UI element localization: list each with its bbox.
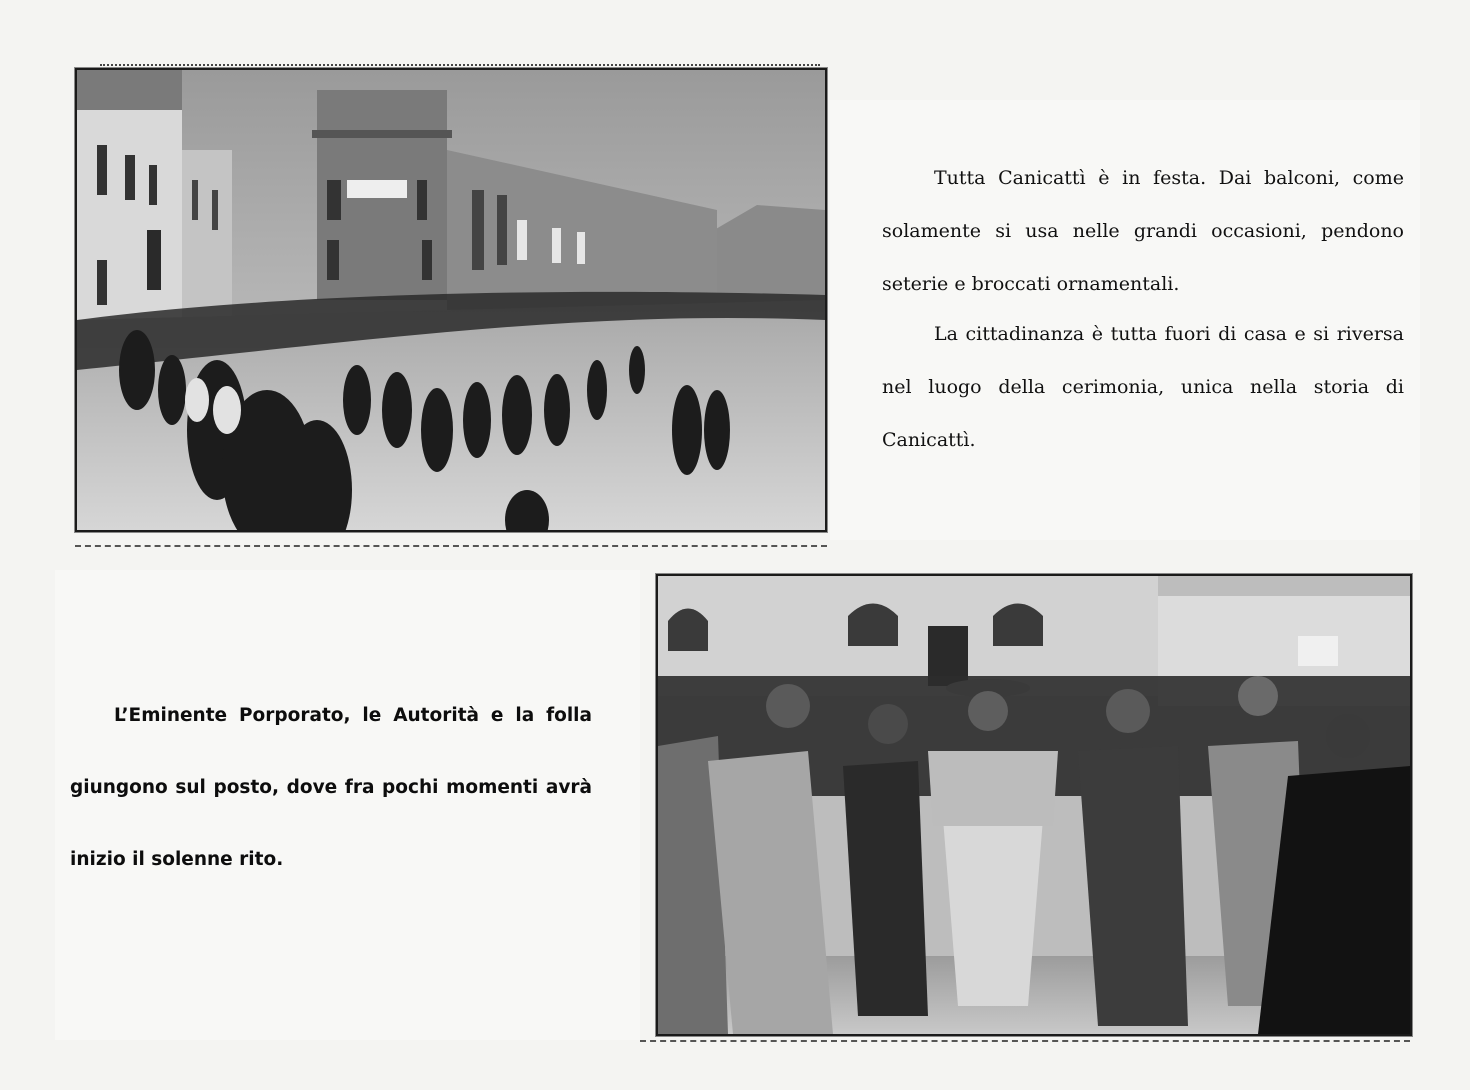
paragraph-cittadinanza: La cittadinanza è tutta fuori di casa e si riversa nel luogo della cerimonia, unica nella storia di Canicattì. bbox=[882, 323, 1404, 451]
paragraph-festa: Tutta Canicattì è in festa. Dai balconi, come solamente si usa nelle grandi occasioni, pendono seterie e broccati ornamentali. bbox=[882, 167, 1404, 295]
caption-porporato: L’Eminente Porporato, le Autorità e la folla giungono sul posto, dove fra pochi momenti avrà inizio il solenne rito. bbox=[70, 705, 592, 870]
photo-bottom-edge bbox=[75, 545, 827, 547]
photo-top-edge bbox=[100, 64, 820, 66]
photo-bottom-edge-2 bbox=[640, 1040, 1410, 1042]
street-crowd-photo bbox=[75, 68, 827, 532]
procession-photo bbox=[656, 574, 1412, 1036]
